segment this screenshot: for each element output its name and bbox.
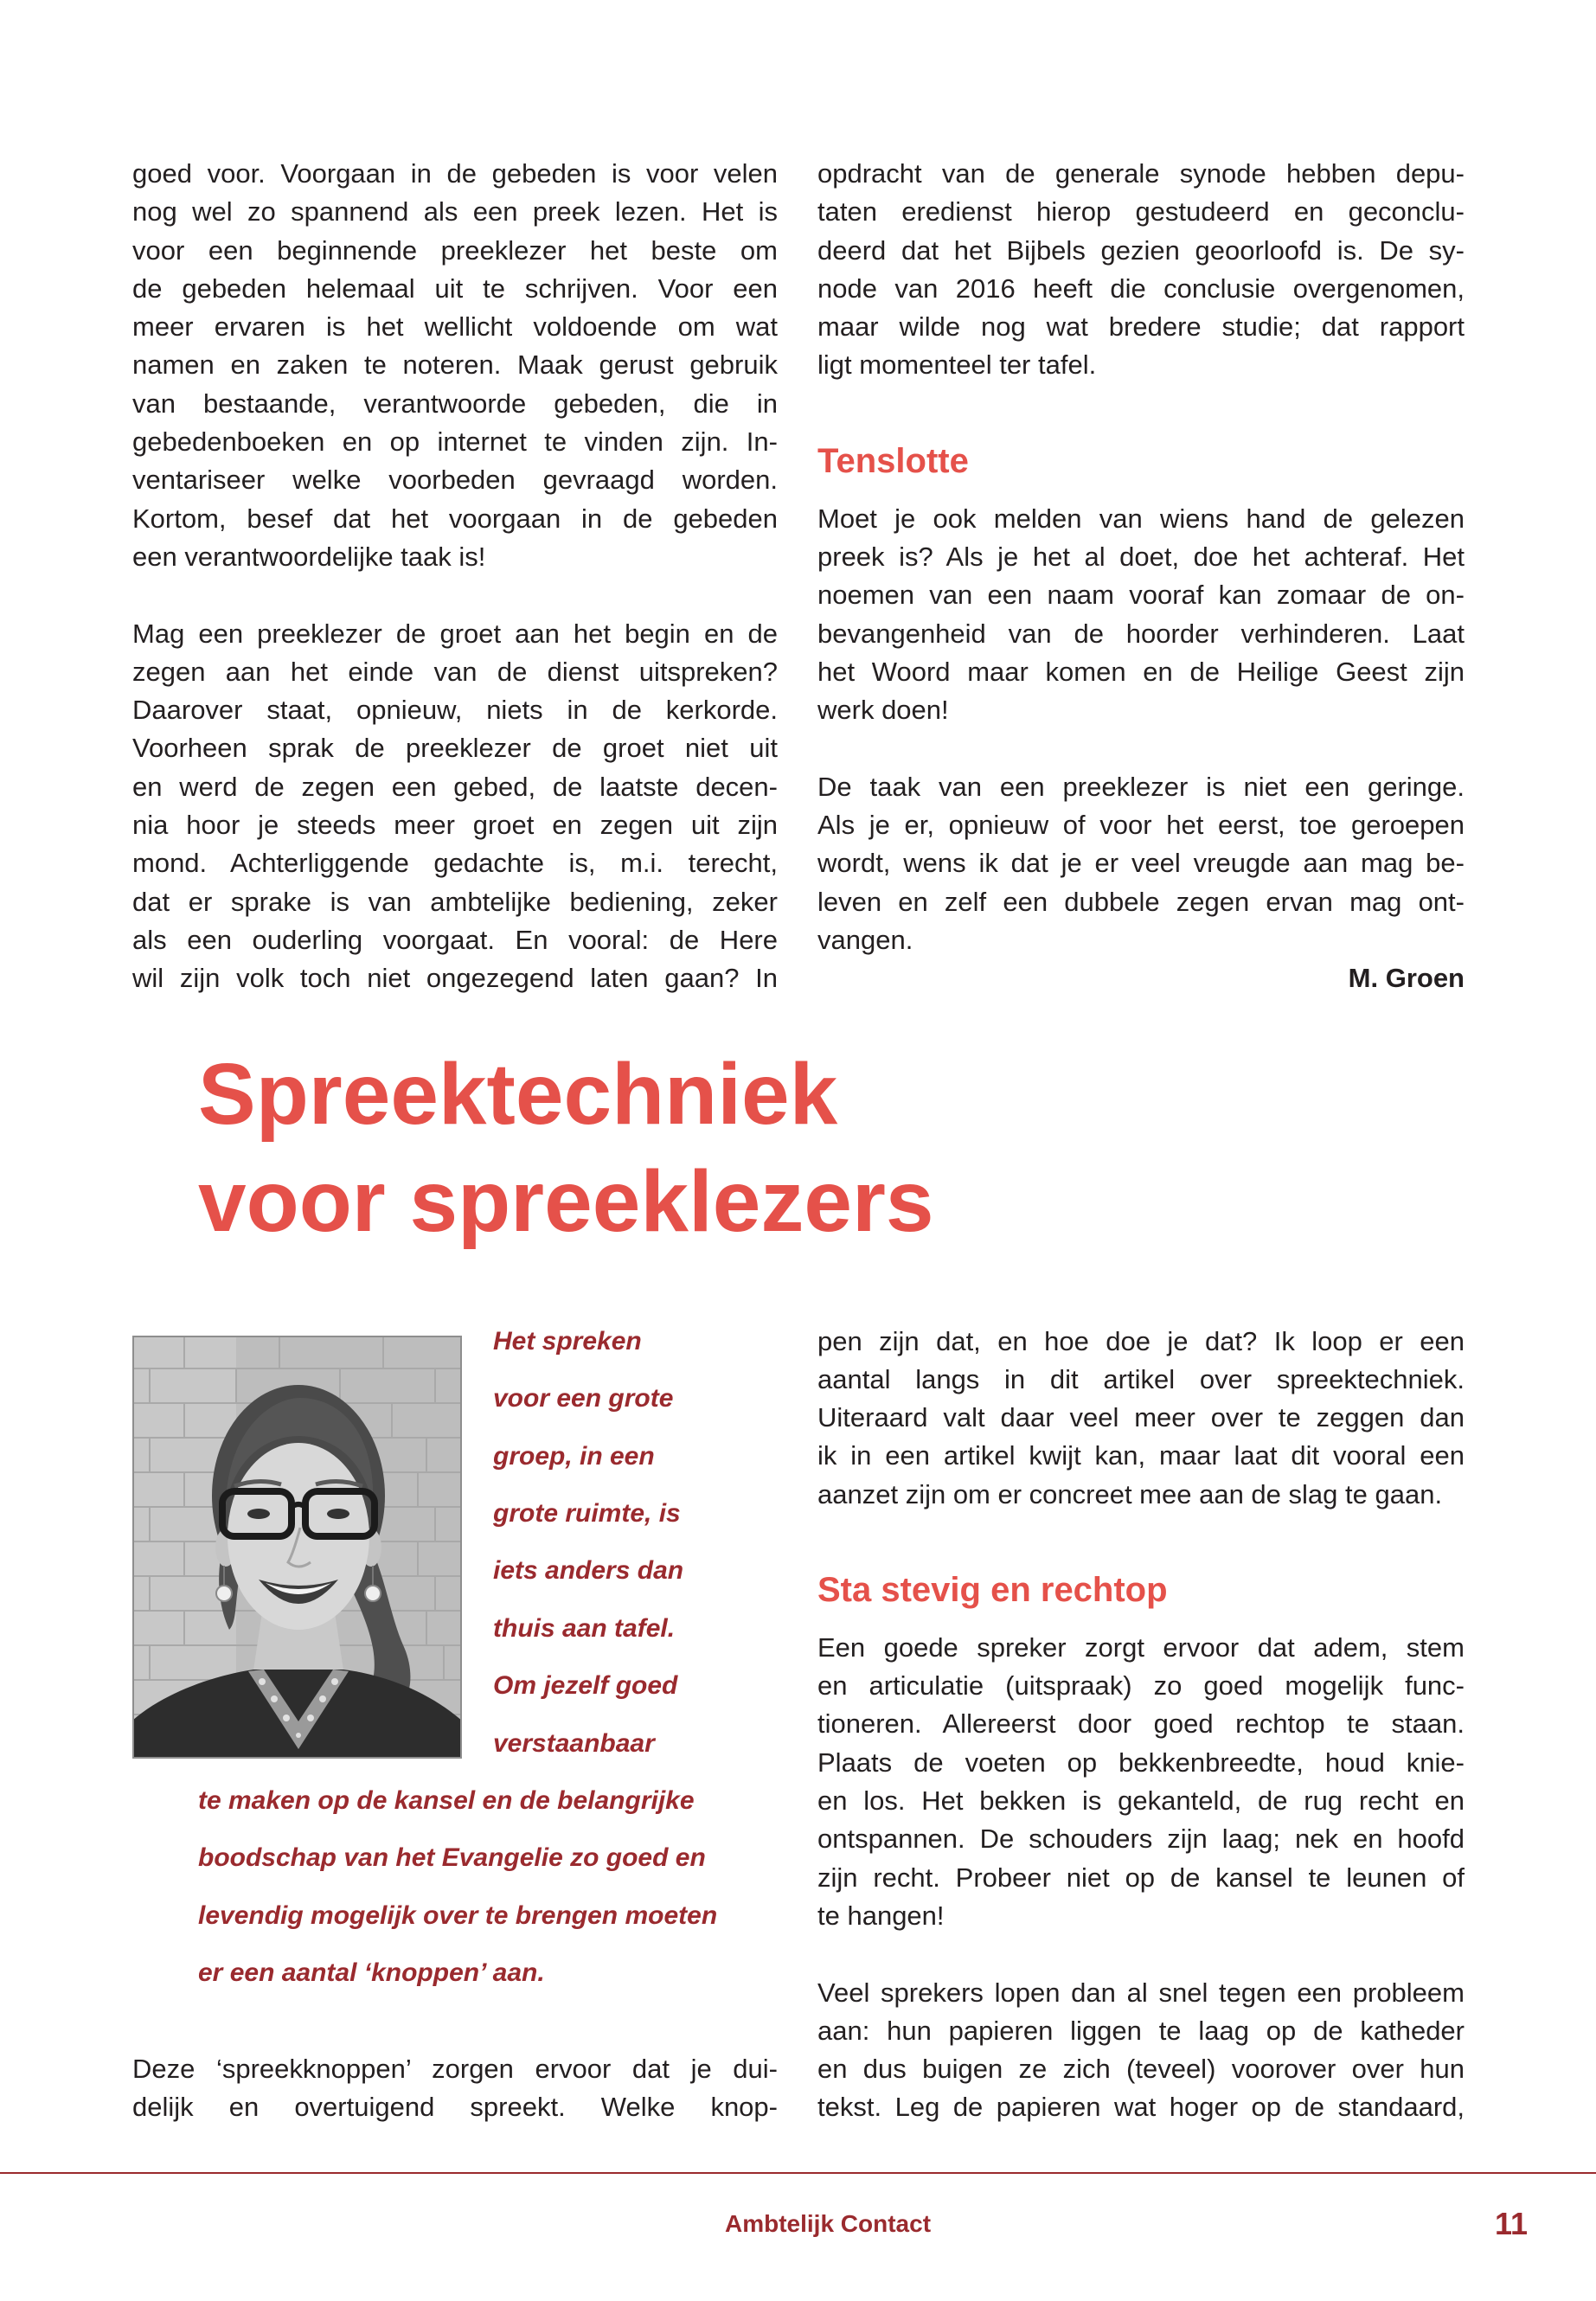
footer-rule bbox=[0, 2172, 1596, 2174]
text-line: ligt momenteel ter tafel. bbox=[817, 349, 1097, 381]
text-line: zegen aan het einde van de dienst uitspreken? bbox=[132, 656, 778, 687]
text-line: aanzet zijn om er concreet mee aan de slag te gaan. bbox=[817, 1478, 1443, 1509]
text-line: Veel sprekers lopen dan al snel tegen een probleem bbox=[817, 1977, 1465, 2008]
article-title-line: voor spreeklezers bbox=[198, 1153, 934, 1250]
intro-line: Om jezelf goed bbox=[493, 1671, 678, 1701]
text-line: wordt, wens ik dat je er veel vreugde aan mag be- bbox=[817, 848, 1465, 879]
publication-name: Ambtelijk Contact bbox=[725, 2210, 932, 2237]
text-line: delijk en overtuigend spreekt. Welke knop- bbox=[132, 2092, 778, 2123]
section-heading: Tenslotte bbox=[817, 442, 969, 481]
article-left-column bbox=[132, 2050, 778, 2127]
text-line: opdracht van de generale synode hebben depu- bbox=[817, 158, 1465, 189]
paragraph bbox=[817, 768, 1465, 959]
text-line: werk doen! bbox=[817, 695, 949, 726]
page-number: 11 bbox=[1495, 2206, 1529, 2241]
text-line: gebedenboeken en op internet te vinden zijn. In- bbox=[132, 426, 778, 458]
text-line: te hangen! bbox=[817, 1900, 945, 1931]
text-line: van bestaande, verantwoorde gebeden, die in bbox=[132, 388, 778, 419]
text-line: tioneren. Allereerst door goed rechtop te staan. bbox=[817, 1708, 1465, 1740]
intro-line: Het spreken bbox=[493, 1326, 642, 1356]
text-line: wil zijn volk toch niet ongezegend laten gaan? In bbox=[132, 963, 778, 994]
text-line: deerd dat het Bijbels gezien geoorloofd is. De sy- bbox=[817, 234, 1465, 266]
article-intro bbox=[198, 1313, 778, 2003]
text-line: node van 2016 heeft die conclusie overgenomen, bbox=[817, 272, 1465, 304]
text-line: ik in een artikel kwijt kan, maar laat dit vooral een bbox=[817, 1440, 1465, 1471]
intro-line: boodschap van het Evangelie zo goed en bbox=[198, 1843, 706, 1873]
text-line: het Woord maar komen en de Heilige Geest zijn bbox=[817, 656, 1465, 687]
paragraph bbox=[132, 615, 778, 998]
paragraph bbox=[132, 2050, 778, 2127]
text-line: aantal langs in dit artikel over spreektechniek. bbox=[817, 1363, 1465, 1394]
text-line: bevangenheid van de hoorder verhinderen. Laat bbox=[817, 618, 1465, 649]
text-line: Mag een preeklezer de groet aan het begin en de bbox=[132, 618, 778, 649]
article-right-column bbox=[817, 1323, 1465, 2127]
article-title-line: Spreektechniek bbox=[198, 1046, 838, 1143]
text-line: vangen. bbox=[817, 924, 913, 955]
section-heading: Sta stevig en rechtop bbox=[817, 1571, 1168, 1610]
paragraph bbox=[817, 500, 1465, 730]
text-line: goed voor. Voorgaan in de gebeden is voor velen bbox=[132, 158, 778, 189]
text-line: Daarover staat, opnieuw, niets in de kerkorde. bbox=[132, 695, 778, 726]
text-line: en dus buigen ze zich (teveel) voorover over hun bbox=[817, 2054, 1465, 2085]
intro-beside-photo bbox=[198, 1313, 778, 1772]
text-line: mond. Achterliggende gedachte is, m.i. terecht, bbox=[132, 848, 778, 879]
text-line: tekst. Leg de papieren wat hoger op de standaard, bbox=[817, 2092, 1465, 2123]
intro-line: groep, in een bbox=[493, 1441, 655, 1471]
text-line: Een goede spreker zorgt ervoor dat adem, stem bbox=[817, 1631, 1465, 1663]
author-byline: M. Groen bbox=[1348, 963, 1465, 994]
text-line: maar wilde nog wat bredere studie; dat rapport bbox=[817, 311, 1465, 343]
intro-line: er een aantal ‘knoppen’ aan. bbox=[198, 1958, 545, 1988]
text-line: zijn recht. Probeer niet op de kansel te leunen of bbox=[817, 1862, 1465, 1893]
text-line: Voorheen sprak de preeklezer de groet niet uit bbox=[132, 733, 778, 764]
text-line: preek is? Als je het al doet, doe het achteraf. Het bbox=[817, 541, 1465, 572]
text-line: voor een beginnende preeklezer het beste om bbox=[132, 234, 778, 266]
paragraph bbox=[817, 155, 1465, 385]
previous-article-left-column bbox=[132, 155, 778, 998]
text-line: en los. Het bekken is gekanteld, de rug recht en bbox=[817, 1785, 1465, 1817]
text-line: Deze ‘spreekknoppen’ zorgen ervoor dat je dui- bbox=[132, 2054, 778, 2085]
text-line: Kortom, besef dat het voorgaan in de gebeden bbox=[132, 503, 778, 534]
text-line: en werd de zegen een gebed, de laatste decen- bbox=[132, 771, 778, 802]
text-line: nog wel zo spannend als een preek lezen. Het is bbox=[132, 196, 778, 228]
paragraph bbox=[132, 155, 778, 576]
text-line: meer ervaren is het wellicht voldoende om wat bbox=[132, 311, 778, 343]
text-line: De taak van een preeklezer is niet een geringe. bbox=[817, 771, 1465, 802]
intro-below-photo bbox=[198, 1772, 778, 2003]
previous-article-right-column bbox=[817, 155, 1465, 998]
text-line: Moet je ook melden van wiens hand de gelezen bbox=[817, 503, 1465, 534]
intro-line: verstaanbaar bbox=[493, 1728, 655, 1758]
text-line: pen zijn dat, en hoe doe je dat? Ik loop er een bbox=[817, 1325, 1465, 1356]
text-line: ventariseer welke voorbeden gevraagd worden. bbox=[132, 465, 778, 496]
paragraph bbox=[817, 1629, 1465, 1935]
text-line: leven en zelf een dubbele zegen ervan mag ont- bbox=[817, 886, 1465, 917]
text-line: dat er sprake is van ambtelijke bediening, zeker bbox=[132, 886, 778, 917]
article-title bbox=[198, 1041, 934, 1255]
text-line: Plaats de voeten op bekkenbreedte, houd knie- bbox=[817, 1747, 1465, 1778]
text-line: als een ouderling voorgaat. En vooral: de Here bbox=[132, 924, 778, 955]
intro-line: thuis aan tafel. bbox=[493, 1613, 676, 1643]
text-line: een verantwoordelijke taak is! bbox=[132, 541, 486, 572]
intro-line: grote ruimte, is bbox=[493, 1498, 681, 1528]
text-line: noemen van een naam vooraf kan zomaar de on- bbox=[817, 580, 1465, 611]
text-line: aan: hun papieren liggen te laag op de katheder bbox=[817, 2015, 1465, 2046]
text-line: Uiteraard valt daar veel meer over te zeggen dan bbox=[817, 1402, 1465, 1433]
paragraph bbox=[817, 1323, 1465, 1514]
paragraph bbox=[817, 1974, 1465, 2127]
text-line: namen en zaken te noteren. Maak gerust gebruik bbox=[132, 349, 778, 381]
intro-line: iets anders dan bbox=[493, 1556, 684, 1586]
text-line: ontspannen. De schouders zijn laag; nek en hoofd bbox=[817, 1823, 1465, 1855]
intro-line: te maken op de kansel en de belangrijke bbox=[198, 1785, 695, 1815]
text-line: taten eredienst hierop gestudeerd en geconclu- bbox=[817, 196, 1465, 228]
intro-line: voor een grote bbox=[493, 1384, 674, 1413]
text-line: de gebeden helemaal uit te schrijven. Voor een bbox=[132, 272, 778, 304]
text-line: en articulatie (uitspraak) zo goed mogelijk func- bbox=[817, 1670, 1465, 1702]
text-line: Als je er, opnieuw of voor het eerst, toe geroepen bbox=[817, 810, 1465, 841]
text-line: nia hoor je steeds meer groet en zegen uit zijn bbox=[132, 810, 778, 841]
intro-line: levendig mogelijk over te brengen moeten bbox=[198, 1900, 718, 1930]
